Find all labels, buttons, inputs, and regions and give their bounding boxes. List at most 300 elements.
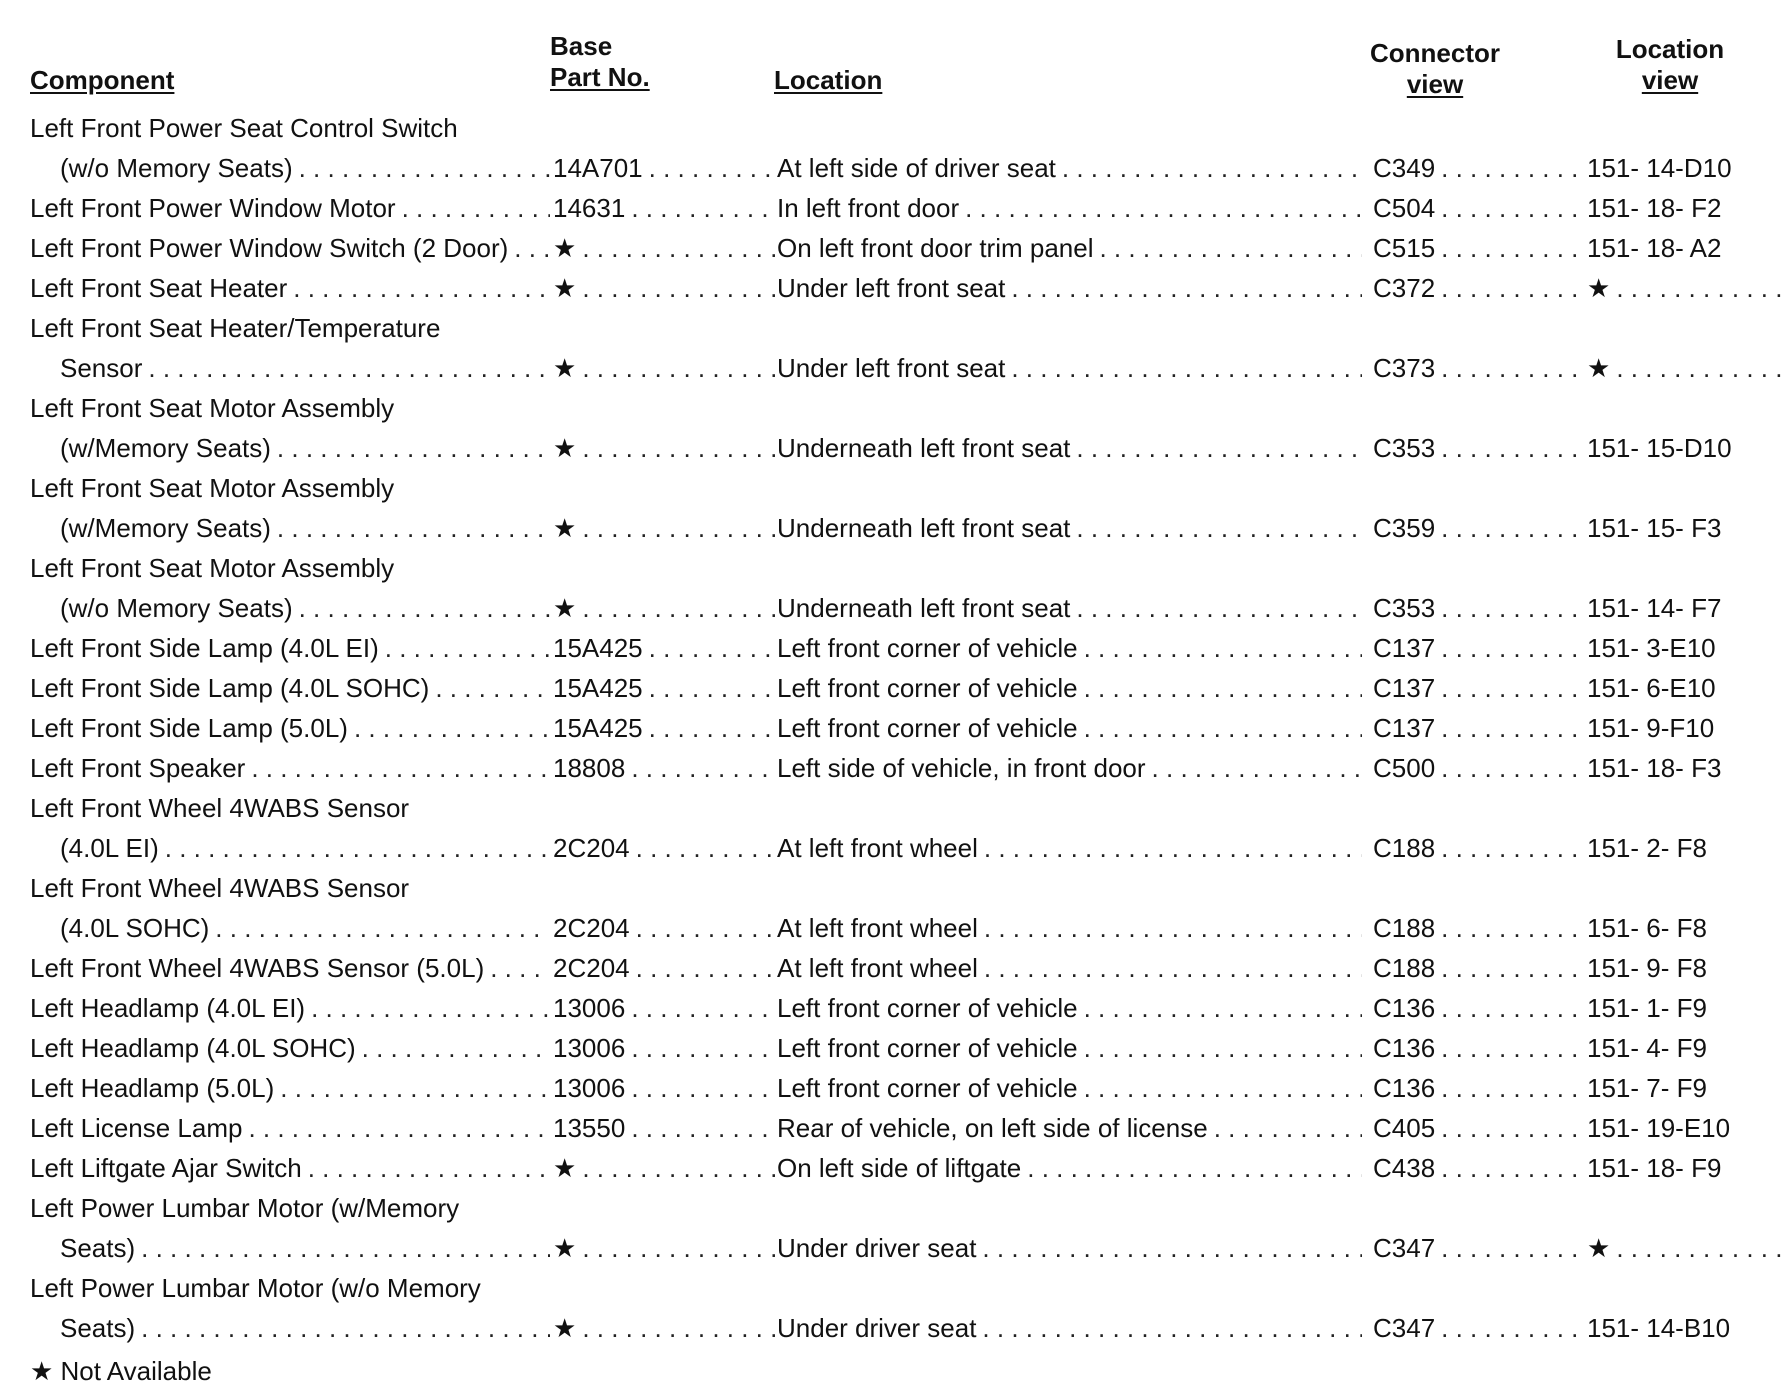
dot-leader xyxy=(1078,988,1362,1028)
dot-leader xyxy=(1021,1148,1362,1188)
component-cell xyxy=(30,188,550,228)
location-view-cell xyxy=(1587,188,1787,228)
connector-cell-text: C136 xyxy=(1373,1068,1435,1108)
component-cell-text: Left Headlamp (4.0L EI) xyxy=(30,988,305,1028)
dot-leader xyxy=(1005,348,1362,388)
component-cell-text: Left Front Wheel 4WABS Sensor xyxy=(30,868,409,908)
dot-leader xyxy=(379,628,550,668)
dot-leader xyxy=(242,1108,550,1148)
base-part-cell-text: 14A701 xyxy=(553,148,643,188)
dot-leader xyxy=(1435,588,1578,628)
base-part-cell-text: 14631 xyxy=(553,188,625,228)
location-view-cell-text: 151- 6-E10 xyxy=(1587,668,1716,708)
dot-leader xyxy=(159,828,550,868)
location-view-cell-text: 151- 14- F7 xyxy=(1587,588,1721,628)
base-part-cell-text: ★ xyxy=(553,228,576,268)
location-cell xyxy=(777,1308,1362,1348)
connector-cell xyxy=(1373,1228,1578,1268)
location-cell xyxy=(777,588,1362,628)
dot-leader xyxy=(1435,668,1578,708)
table-row xyxy=(0,1068,1792,1108)
dot-leader xyxy=(508,228,550,268)
table-row xyxy=(0,948,1792,988)
base-part-cell xyxy=(553,748,775,788)
location-cell-text: At left front wheel xyxy=(777,948,978,988)
dot-leader xyxy=(1070,508,1362,548)
component-cell xyxy=(60,428,550,468)
connector-cell xyxy=(1373,148,1578,188)
base-part-cell-text: ★ xyxy=(553,268,576,308)
dot-leader xyxy=(1435,948,1578,988)
dot-leader xyxy=(1435,348,1578,388)
component-cell xyxy=(30,1188,730,1228)
location-cell-text: Underneath left front seat xyxy=(777,428,1070,468)
component-cell xyxy=(30,308,730,348)
component-cell-text: Left License Lamp xyxy=(30,1108,242,1148)
component-cell xyxy=(60,828,550,868)
dot-leader xyxy=(305,988,550,1028)
dot-leader xyxy=(1435,508,1578,548)
dot-leader xyxy=(1435,268,1578,308)
table-row xyxy=(0,788,1792,828)
location-view-cell xyxy=(1587,1308,1787,1348)
table-row xyxy=(0,668,1792,708)
dot-leader xyxy=(576,1308,775,1348)
table-row xyxy=(0,1308,1792,1348)
location-cell xyxy=(777,748,1362,788)
location-cell xyxy=(777,948,1362,988)
location-view-cell-text: 151- 14-D10 xyxy=(1587,148,1732,188)
component-cell xyxy=(30,988,550,1028)
base-part-cell xyxy=(553,588,775,628)
location-cell xyxy=(777,268,1362,308)
base-part-cell xyxy=(553,428,775,468)
connector-cell-text: C137 xyxy=(1373,668,1435,708)
base-part-cell-text: 13006 xyxy=(553,988,625,1028)
component-cell-text: (4.0L EI) xyxy=(60,828,159,868)
dot-leader xyxy=(625,1028,775,1068)
header-base-part-no xyxy=(550,31,650,93)
location-view-cell-text: 151- 6- F8 xyxy=(1587,908,1707,948)
component-cell-text: Left Front Power Window Motor xyxy=(30,188,396,228)
header-component xyxy=(30,65,174,96)
dot-leader xyxy=(1435,188,1578,228)
base-part-cell-text: 18808 xyxy=(553,748,625,788)
dot-leader xyxy=(976,1308,1362,1348)
location-view-cell-text: 151- 14-B10 xyxy=(1587,1308,1730,1348)
location-cell-text: Underneath left front seat xyxy=(777,588,1070,628)
dot-leader xyxy=(1435,1068,1578,1108)
base-part-cell-text: ★ xyxy=(553,348,576,388)
location-view-cell-text: ★ xyxy=(1587,268,1610,308)
connector-cell xyxy=(1373,268,1578,308)
connector-cell xyxy=(1373,708,1578,748)
base-part-cell-text: 13006 xyxy=(553,1028,625,1068)
location-cell-text: At left front wheel xyxy=(777,908,978,948)
location-cell xyxy=(777,828,1362,868)
connector-cell-text: C353 xyxy=(1373,588,1435,628)
location-cell xyxy=(777,188,1362,228)
connector-cell xyxy=(1373,1028,1578,1068)
header-location-view-line2: view xyxy=(1641,65,1699,95)
location-view-cell xyxy=(1587,268,1787,308)
base-part-cell xyxy=(553,908,775,948)
location-cell-text: At left side of driver seat xyxy=(777,148,1056,188)
connector-cell-text: C500 xyxy=(1373,748,1435,788)
component-cell xyxy=(30,748,550,788)
base-part-cell xyxy=(553,508,775,548)
table-row xyxy=(0,188,1792,228)
table-row xyxy=(0,988,1792,1028)
location-view-cell xyxy=(1587,828,1787,868)
component-cell xyxy=(30,228,550,268)
component-cell-text: Sensor xyxy=(60,348,142,388)
component-cell xyxy=(60,908,550,948)
component-cell xyxy=(30,1068,550,1108)
connector-cell-text: C136 xyxy=(1373,988,1435,1028)
dot-leader xyxy=(1435,988,1578,1028)
dot-leader xyxy=(978,948,1362,988)
dot-leader xyxy=(135,1308,550,1348)
dot-leader xyxy=(1093,228,1362,268)
dot-leader xyxy=(484,948,550,988)
location-cell xyxy=(777,228,1362,268)
dot-leader xyxy=(1435,148,1578,188)
dot-leader xyxy=(271,508,550,548)
table-row xyxy=(0,348,1792,388)
base-part-cell xyxy=(553,268,775,308)
dot-leader xyxy=(1610,268,1787,308)
dot-leader xyxy=(630,908,775,948)
dot-leader xyxy=(1435,1228,1578,1268)
dot-leader xyxy=(429,668,550,708)
connector-cell xyxy=(1373,348,1578,388)
dot-leader xyxy=(625,188,775,228)
table-row xyxy=(0,1148,1792,1188)
connector-cell xyxy=(1373,948,1578,988)
component-cell-text: Seats) xyxy=(60,1308,135,1348)
component-cell xyxy=(30,868,730,908)
footnote-not-available: ★ Not Available xyxy=(30,1356,212,1386)
component-cell xyxy=(60,1308,550,1348)
component-cell-text: Left Front Power Window Switch (2 Door) xyxy=(30,228,508,268)
connector-cell-text: C188 xyxy=(1373,908,1435,948)
connector-cell-text: C347 xyxy=(1373,1228,1435,1268)
location-cell-text: Left front corner of vehicle xyxy=(777,1028,1078,1068)
component-cell-text: (w/Memory Seats) xyxy=(60,508,271,548)
table-row xyxy=(0,388,1792,428)
dot-leader xyxy=(1078,1028,1362,1068)
component-cell-text: Left Front Side Lamp (4.0L EI) xyxy=(30,628,379,668)
connector-cell xyxy=(1373,1148,1578,1188)
location-view-cell xyxy=(1587,588,1787,628)
dot-leader xyxy=(1078,1068,1362,1108)
location-view-cell-text: 151- 7- F9 xyxy=(1587,1068,1707,1108)
component-cell-text: Left Liftgate Ajar Switch xyxy=(30,1148,302,1188)
location-cell-text: Left front corner of vehicle xyxy=(777,1068,1078,1108)
connector-cell-text: C515 xyxy=(1373,228,1435,268)
header-connector-view xyxy=(1310,38,1560,100)
connector-cell xyxy=(1373,1108,1578,1148)
location-view-cell xyxy=(1587,668,1787,708)
component-cell-text: Left Headlamp (4.0L SOHC) xyxy=(30,1028,356,1068)
component-cell xyxy=(30,108,730,148)
base-part-cell xyxy=(553,1308,775,1348)
base-part-cell-text: ★ xyxy=(553,1148,576,1188)
location-view-cell-text: ★ xyxy=(1587,1228,1610,1268)
connector-cell-text: C188 xyxy=(1373,948,1435,988)
dot-leader xyxy=(1070,428,1362,468)
location-cell-text: Left front corner of vehicle xyxy=(777,708,1078,748)
component-cell xyxy=(60,148,550,188)
location-cell xyxy=(777,988,1362,1028)
component-cell xyxy=(30,1268,730,1308)
table-row xyxy=(0,548,1792,588)
connector-cell xyxy=(1373,628,1578,668)
base-part-cell xyxy=(553,828,775,868)
component-cell xyxy=(60,348,550,388)
component-cell-text: Left Front Seat Heater/Temperature xyxy=(30,308,440,348)
connector-cell xyxy=(1373,1068,1578,1108)
component-cell-text: Left Front Seat Motor Assembly xyxy=(30,388,394,428)
component-cell xyxy=(60,588,550,628)
dot-leader xyxy=(576,228,775,268)
table-row xyxy=(0,108,1792,148)
location-view-cell-text: ★ xyxy=(1587,348,1610,388)
location-view-cell-text: 151- 15-D10 xyxy=(1587,428,1732,468)
component-cell xyxy=(60,508,550,548)
base-part-cell-text: ★ xyxy=(553,588,576,628)
table-row xyxy=(0,1028,1792,1068)
dot-leader xyxy=(293,588,550,628)
header-location xyxy=(774,65,882,96)
location-view-cell xyxy=(1587,708,1787,748)
component-cell-text: Left Front Wheel 4WABS Sensor (5.0L) xyxy=(30,948,484,988)
connector-cell xyxy=(1373,988,1578,1028)
connector-cell xyxy=(1373,908,1578,948)
table-row xyxy=(0,148,1792,188)
location-cell xyxy=(777,508,1362,548)
base-part-cell xyxy=(553,1028,775,1068)
connector-cell-text: C359 xyxy=(1373,508,1435,548)
component-cell-text: Left Front Seat Heater xyxy=(30,268,287,308)
dot-leader xyxy=(1435,908,1578,948)
header-connector-line1: Connector xyxy=(1370,38,1500,68)
location-view-cell-text: 151- 18- F2 xyxy=(1587,188,1721,228)
location-view-cell xyxy=(1587,348,1787,388)
connector-cell xyxy=(1373,588,1578,628)
location-cell xyxy=(777,668,1362,708)
base-part-cell xyxy=(553,228,775,268)
base-part-cell-text: 13550 xyxy=(553,1108,625,1148)
location-cell xyxy=(777,1068,1362,1108)
component-cell-text: Left Front Side Lamp (4.0L SOHC) xyxy=(30,668,429,708)
location-view-cell xyxy=(1587,1148,1787,1188)
header-location-view-line1: Location xyxy=(1615,34,1725,64)
location-view-cell-text: 151- 3-E10 xyxy=(1587,628,1716,668)
component-cell-text: Left Front Wheel 4WABS Sensor xyxy=(30,788,409,828)
header-base-part-line2: Part No. xyxy=(550,62,650,92)
component-cell xyxy=(30,388,730,428)
table-row xyxy=(0,708,1792,748)
dot-leader xyxy=(1005,268,1362,308)
table-row xyxy=(0,828,1792,868)
location-cell xyxy=(777,908,1362,948)
dot-leader xyxy=(978,908,1362,948)
base-part-cell xyxy=(553,1108,775,1148)
location-view-cell xyxy=(1587,1108,1787,1148)
connector-cell-text: C188 xyxy=(1373,828,1435,868)
dot-leader xyxy=(293,148,550,188)
connector-cell-text: C349 xyxy=(1373,148,1435,188)
base-part-cell-text: 2C204 xyxy=(553,828,630,868)
connector-cell xyxy=(1373,668,1578,708)
component-cell-text: (w/Memory Seats) xyxy=(60,428,271,468)
location-cell xyxy=(777,1108,1362,1148)
location-cell-text: Rear of vehicle, on left side of license xyxy=(777,1108,1208,1148)
connector-cell-text: C504 xyxy=(1373,188,1435,228)
table-row xyxy=(0,868,1792,908)
component-cell-text: (4.0L SOHC) xyxy=(60,908,209,948)
connector-cell xyxy=(1373,748,1578,788)
component-cell xyxy=(30,628,550,668)
base-part-cell xyxy=(553,988,775,1028)
dot-leader xyxy=(1435,828,1578,868)
connector-cell-text: C347 xyxy=(1373,1308,1435,1348)
location-view-cell xyxy=(1587,988,1787,1028)
header-component-label: Component xyxy=(30,65,175,95)
location-view-cell xyxy=(1587,1228,1787,1268)
location-cell xyxy=(777,1028,1362,1068)
base-part-cell-text: 2C204 xyxy=(553,908,630,948)
connector-cell xyxy=(1373,228,1578,268)
dot-leader xyxy=(630,948,775,988)
connector-cell-text: C405 xyxy=(1373,1108,1435,1148)
location-view-cell xyxy=(1587,428,1787,468)
dot-leader xyxy=(1146,748,1362,788)
table-row xyxy=(0,588,1792,628)
connector-cell xyxy=(1373,188,1578,228)
dot-leader xyxy=(978,828,1362,868)
dot-leader xyxy=(245,748,550,788)
dot-leader xyxy=(625,748,775,788)
dot-leader xyxy=(1435,628,1578,668)
component-cell xyxy=(30,468,730,508)
location-view-cell xyxy=(1587,748,1787,788)
dot-leader xyxy=(976,1228,1362,1268)
dot-leader xyxy=(135,1228,550,1268)
header-connector-line2: view xyxy=(1406,69,1464,99)
header-location-label: Location xyxy=(774,65,883,95)
table-row xyxy=(0,268,1792,308)
location-view-cell xyxy=(1587,628,1787,668)
location-cell xyxy=(777,628,1362,668)
location-cell xyxy=(777,148,1362,188)
dot-leader xyxy=(1208,1108,1362,1148)
base-part-cell xyxy=(553,1148,775,1188)
location-view-cell-text: 151- 9- F8 xyxy=(1587,948,1707,988)
connector-cell-text: C137 xyxy=(1373,708,1435,748)
base-part-cell-text: 15A425 xyxy=(553,708,643,748)
location-view-cell-text: 151- 4- F9 xyxy=(1587,1028,1707,1068)
dot-leader xyxy=(1435,1308,1578,1348)
location-cell-text: Left side of vehicle, in front door xyxy=(777,748,1146,788)
location-view-cell xyxy=(1587,908,1787,948)
header-base-part-line1: Base xyxy=(550,31,613,61)
component-cell-text: Left Front Side Lamp (5.0L) xyxy=(30,708,348,748)
location-cell xyxy=(777,1228,1362,1268)
component-cell-text: Left Power Lumbar Motor (w/o Memory xyxy=(30,1268,481,1308)
location-view-cell-text: 151- 18- F3 xyxy=(1587,748,1721,788)
location-cell-text: Under driver seat xyxy=(777,1308,976,1348)
base-part-cell-text: ★ xyxy=(553,1228,576,1268)
dot-leader xyxy=(1435,748,1578,788)
dot-leader xyxy=(348,708,550,748)
table-row xyxy=(0,1268,1792,1308)
component-cell xyxy=(30,548,730,588)
location-view-cell-text: 151- 15- F3 xyxy=(1587,508,1721,548)
component-cell xyxy=(30,788,730,828)
dot-leader xyxy=(576,428,775,468)
table-row xyxy=(0,228,1792,268)
component-cell xyxy=(30,668,550,708)
location-view-cell-text: 151- 2- F8 xyxy=(1587,828,1707,868)
base-part-cell-text: 13006 xyxy=(553,1068,625,1108)
connector-cell-text: C438 xyxy=(1373,1148,1435,1188)
dot-leader xyxy=(302,1148,550,1188)
component-cell xyxy=(30,1108,550,1148)
base-part-cell xyxy=(553,348,775,388)
location-cell-text: Left front corner of vehicle xyxy=(777,628,1078,668)
base-part-cell-text: 2C204 xyxy=(553,948,630,988)
location-cell-text: Underneath left front seat xyxy=(777,508,1070,548)
connector-cell xyxy=(1373,828,1578,868)
location-cell xyxy=(777,348,1362,388)
dot-leader xyxy=(287,268,550,308)
dot-leader xyxy=(1078,628,1362,668)
base-part-cell xyxy=(553,628,775,668)
location-view-cell-text: 151- 19-E10 xyxy=(1587,1108,1730,1148)
base-part-cell-text: ★ xyxy=(553,428,576,468)
base-part-cell xyxy=(553,708,775,748)
connector-cell-text: C137 xyxy=(1373,628,1435,668)
base-part-cell-text: 15A425 xyxy=(553,628,643,668)
base-part-cell-text: ★ xyxy=(553,1308,576,1348)
location-view-cell-text: 151- 18- F9 xyxy=(1587,1148,1721,1188)
dot-leader xyxy=(1056,148,1362,188)
dot-leader xyxy=(1610,348,1787,388)
connector-cell-text: C372 xyxy=(1373,268,1435,308)
dot-leader xyxy=(576,1148,775,1188)
location-cell-text: On left side of liftgate xyxy=(777,1148,1021,1188)
location-cell-text: Under driver seat xyxy=(777,1228,976,1268)
component-cell xyxy=(30,708,550,748)
component-cell-text: Left Front Speaker xyxy=(30,748,245,788)
dot-leader xyxy=(1435,428,1578,468)
component-cell-text: Left Front Power Seat Control Switch xyxy=(30,108,458,148)
location-cell-text: Left front corner of vehicle xyxy=(777,668,1078,708)
connector-cell xyxy=(1373,508,1578,548)
dot-leader xyxy=(576,1228,775,1268)
dot-leader xyxy=(1435,1108,1578,1148)
table-row xyxy=(0,908,1792,948)
table-row xyxy=(0,1228,1792,1268)
dot-leader xyxy=(1078,708,1362,748)
location-cell xyxy=(777,708,1362,748)
dot-leader xyxy=(274,1068,550,1108)
table-row xyxy=(0,1188,1792,1228)
component-cell-text: (w/o Memory Seats) xyxy=(60,588,293,628)
